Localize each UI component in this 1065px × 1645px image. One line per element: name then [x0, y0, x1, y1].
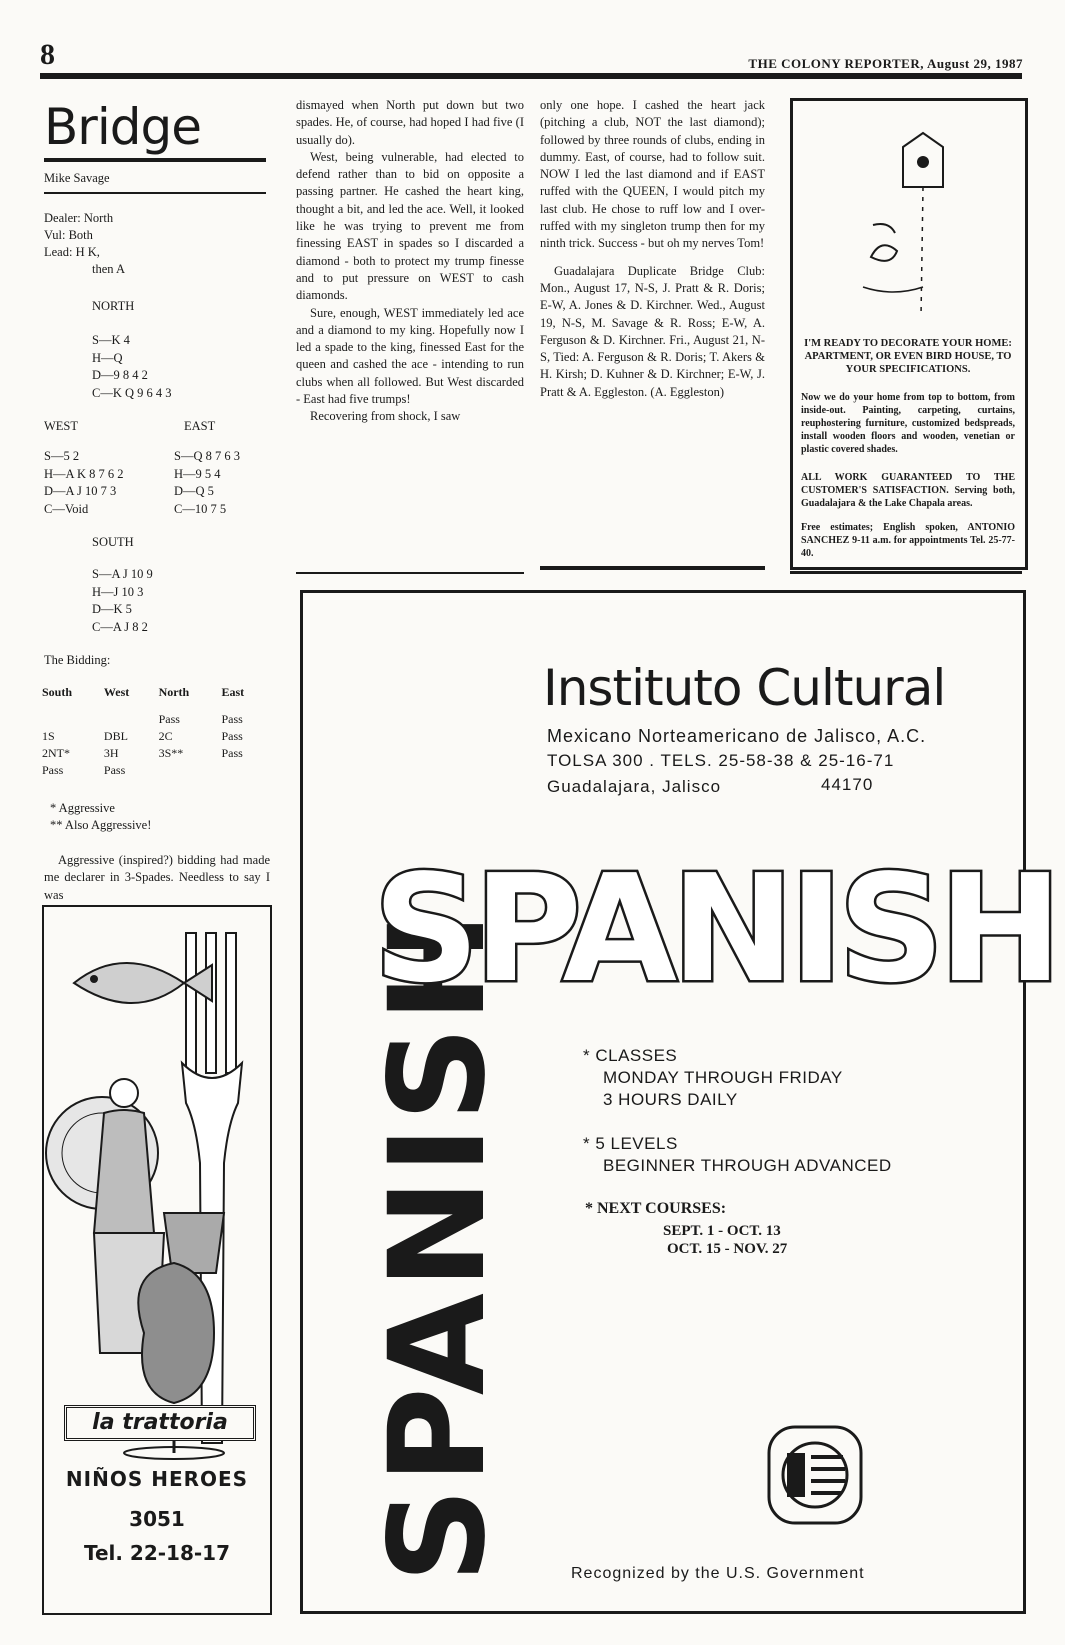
trattoria-ad: [42, 905, 272, 1615]
bid-header: East: [221, 685, 245, 699]
spanish-ad: [300, 590, 1057, 1614]
hand-line: S—5 2: [44, 449, 80, 463]
hand-line: D—A J 10 7 3: [44, 484, 117, 498]
hand-line: H—9 5 4: [174, 466, 221, 481]
bid-cell: [42, 712, 104, 729]
paragraph: West, being vulnerable, had elected to defend rather than to bid on opposite a passing partner. He cashed the heart king, thought a bit, and led the ace. Well, it looked like he was trying to prevent me from finessing EAST in spades so I discarded a diamond - both to protect my trump finesse and to put pressure on WEST to cash diamonds.: [296, 149, 524, 303]
column-title: Bridge: [44, 98, 201, 156]
hand-line: D—Q 5: [174, 484, 214, 498]
west-hand: [44, 448, 124, 518]
bid-cell: 2C: [158, 729, 173, 743]
decorator-guarantee: ALL WORK GUARANTEED TO THE CUSTOMER'S SATISFACTION. Serving both, Guadalajara & the Lake Chapala areas.: [801, 472, 1015, 509]
recognition-footer: Recognized by the U.S. Government: [571, 1565, 865, 1582]
decorator-body: Now we do your home from top to bottom, from inside-out. Painting, carpeting, curtains, reuphostering furniture, customized bedspreads, install wooden floors and wooden, venetian or plastic covered shades.: [801, 392, 1015, 455]
deal-meta: [44, 210, 125, 278]
column-rule: [540, 566, 765, 570]
institute-emblem-icon: [765, 1423, 865, 1527]
north-hand: [92, 332, 172, 402]
levels-label: * 5 LEVELS: [583, 1134, 678, 1153]
article-intro: [44, 852, 270, 904]
bid-row: [42, 763, 272, 780]
hand-line: D—9 8 4 2: [92, 368, 148, 382]
trattoria-number: 3051: [129, 1507, 185, 1531]
east-label: EAST: [184, 419, 216, 433]
page-number: 8: [40, 38, 55, 71]
decorator-headline: I'M READY TO DECORATE YOUR HOME: APARTMENT, OR EVEN BIRD HOUSE, TO YOUR SPECIFICATIONS.: [804, 338, 1012, 375]
bid-row: [42, 729, 272, 746]
bid-row: [42, 712, 272, 729]
spanish-headline: SPANISH: [373, 843, 1057, 1015]
hand-line: H—J 10 3: [92, 584, 144, 599]
note: * Aggressive: [50, 801, 115, 815]
note: ** Also Aggressive!: [50, 818, 152, 832]
bid-header: South: [42, 685, 73, 699]
hand-line: H—Q: [92, 350, 123, 365]
classes-label: * CLASSES: [583, 1046, 678, 1065]
dealer: Dealer: North: [44, 211, 114, 225]
title-rule: [44, 158, 266, 162]
paragraph: dismayed when North put down but two spades. He, of course, had hoped I had five (I usually do).: [296, 98, 524, 147]
hand-line: S—K 4: [92, 333, 130, 347]
paragraph: only one hope. I cashed the heart jack (pitching a club, NOT the last diamond); followed by three rounds of clubs, ending in dummy. East, of course, had to follow suit. NOW I led the last diamond and if EAST ruffed with the QUEEN, I would pitch my last club. He chose to ruff low and I over-ruffed with my singleton trump then for my ninth trick. Success - but oh my nerves Tom!: [540, 98, 765, 251]
hand-line: C—Void: [44, 501, 89, 516]
next-label: * NEXT COURSES:: [585, 1200, 727, 1217]
paragraph: Guadalajara Duplicate Bridge Club: Mon., August 17, N-S, J. Pratt & R. Doris; E-W, A. Jones & D. Kirchner. Wed., August 19, N-S, M. Savage & R. Ross; E-W, A. Ferguson & D. Kirchner. Fri., August 21, N-S, Tied: A. Ferguson & R. Doris; T. Akers & H. Kirsh; D. Kuhner & D. Kirchner; E-W, J. Pratt & A. Eggleston. (A. Eggleston): [540, 263, 765, 399]
trattoria-logo: la trattoria: [64, 1405, 256, 1441]
hand-line: H—A K 8 7 6 2: [44, 466, 124, 481]
bidding-table: [42, 685, 272, 780]
bid-cell: 3S**: [158, 746, 184, 760]
south-hand: [92, 566, 153, 636]
hand-line: S—Q 8 7 6 3: [174, 449, 240, 463]
bid-cell: Pass: [221, 712, 243, 726]
bid-cell: Pass: [221, 729, 243, 743]
bid-cell: [104, 712, 159, 729]
hand-line: D—K 5: [92, 602, 132, 616]
vulnerability: Vul: Both: [44, 228, 93, 242]
trattoria-phone: Tel. 22-18-17: [83, 1541, 231, 1565]
paragraph: Sure, enough, WEST immediately led ace and a diamond to my king. Hopefully now I led a spade to the king, finessed East for the queen and cashed the ace - intending to run clubs when all followed. But West discarded - East had five trumps!: [296, 305, 524, 407]
birdhouse-illustration: [793, 107, 1025, 332]
bid-cell: 2NT*: [42, 746, 70, 760]
bid-cell: Pass: [103, 763, 126, 777]
hand-line: C—A J 8 2: [92, 619, 148, 634]
bid-cell: 3H: [103, 746, 119, 760]
byline: Mike Savage: [44, 171, 110, 185]
north-label: NORTH: [92, 299, 135, 313]
article-col3: [540, 97, 765, 401]
fork-illustration: [44, 913, 270, 1453]
bidding-label: The Bidding:: [44, 653, 111, 667]
bid-cell: Pass: [158, 712, 180, 726]
bid-cell: 1S: [42, 729, 55, 743]
bid-cell: [159, 763, 222, 780]
article-col2: [296, 97, 524, 426]
hand-line: C—K Q 9 6 4 3: [92, 385, 172, 400]
institute-name: Instituto Cultural: [543, 659, 946, 717]
west-label: WEST: [44, 419, 79, 433]
bid-header: West: [103, 685, 130, 699]
ad-rule: [790, 571, 1022, 574]
next-line2: OCT. 15 - NOV. 27: [667, 1241, 788, 1257]
lead-cont: then A: [92, 262, 125, 276]
levels-line: BEGINNER THROUGH ADVANCED: [603, 1156, 892, 1175]
hand-line: S—A J 10 9: [92, 567, 153, 581]
decorator-ad: [790, 98, 1028, 570]
classes-line2: 3 HOURS DAILY: [603, 1090, 738, 1109]
lead: Lead: H K,: [44, 245, 100, 259]
byline-rule: [44, 192, 266, 194]
paragraph: Recovering from shock, I saw: [310, 409, 461, 424]
bidding-notes: [50, 800, 151, 834]
south-label: SOUTH: [92, 535, 134, 549]
vertical-word-block: [353, 623, 515, 1583]
running-head: THE COLONY REPORTER, August 29, 1987: [748, 56, 1023, 71]
next-line1: SEPT. 1 - OCT. 13: [663, 1223, 781, 1239]
column-rule: [296, 572, 524, 574]
vertical-word: SPANISH: [361, 908, 515, 1583]
institute-address: TOLSA 300 . TELS. 25-58-38 & 25-16-71: [547, 751, 895, 770]
bid-cell: Pass: [42, 763, 64, 777]
bid-header: North: [158, 685, 190, 699]
paragraph: Aggressive (inspired?) bidding had made me declarer in 3-Spades. Needless to say I was: [44, 853, 270, 902]
east-hand: [174, 448, 240, 518]
bid-cell: DBL: [103, 729, 128, 743]
bid-cell: [221, 763, 272, 780]
institute-city: Guadalajara, Jalisco: [547, 777, 722, 796]
classes-line1: MONDAY THROUGH FRIDAY: [603, 1068, 843, 1087]
header-rule: [40, 73, 1022, 79]
institute-subtitle: Mexicano Norteamericano de Jalisco, A.C.: [547, 726, 927, 746]
bid-cell: Pass: [221, 746, 243, 760]
institute-zip: 44170: [821, 775, 874, 794]
bid-row: [42, 746, 272, 763]
trattoria-street: NIÑOS HEROES: [65, 1467, 249, 1491]
decorator-contact: Free estimates; English spoken, ANTONIO SANCHEZ 9-11 a.m. for appointments Tel. 25-77-40.: [801, 522, 1015, 559]
hand-line: C—10 7 5: [174, 501, 227, 516]
